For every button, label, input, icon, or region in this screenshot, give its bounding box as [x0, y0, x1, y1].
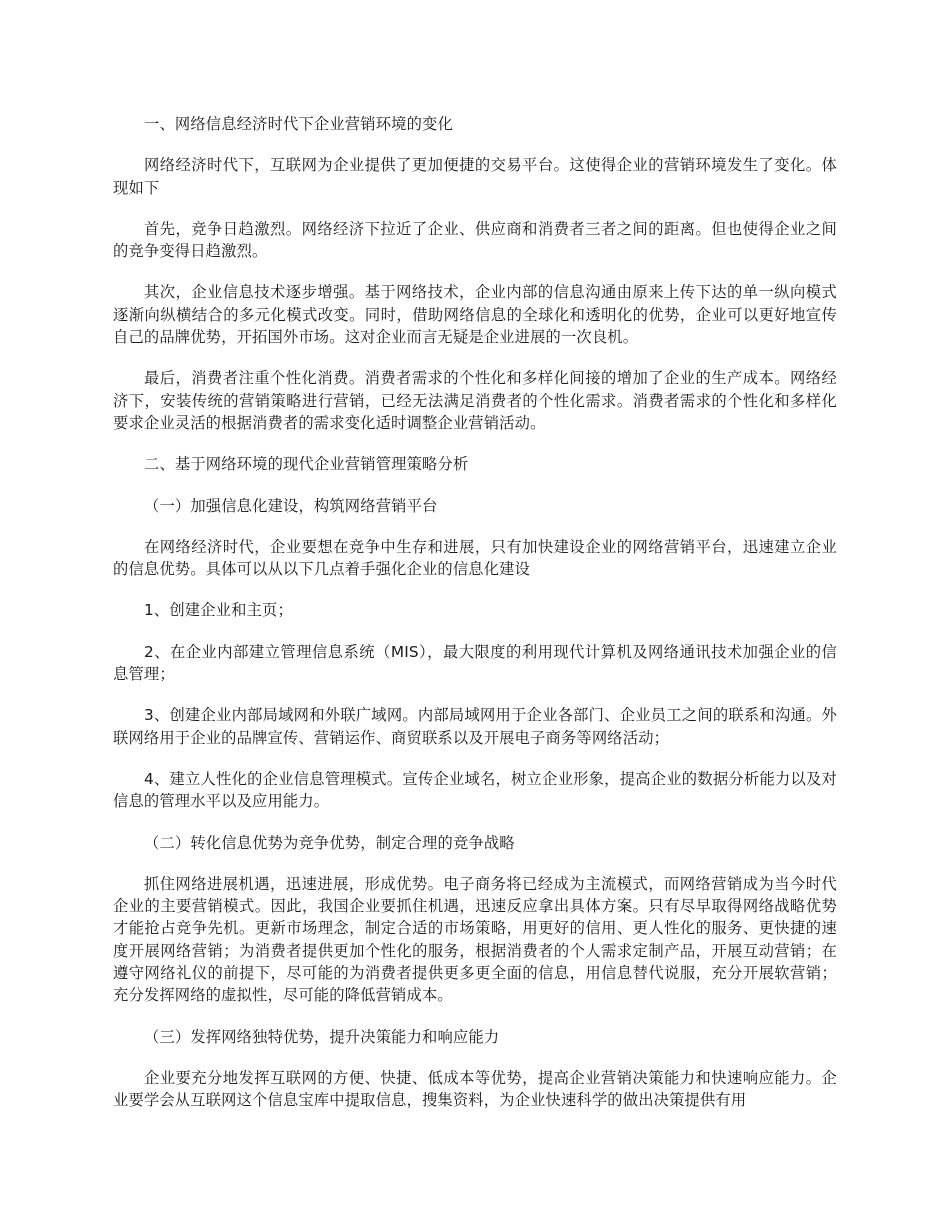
paragraph: 首先，竞争日趋激烈。网络经济下拉近了企业、供应商和消费者三者之间的距离。但也使得企业之间的竞争变得日趋激烈。: [113, 219, 837, 261]
paragraph: 最后，消费者注重个性化消费。消费者需求的个性化和多样化间接的增加了企业的生产成本。网络经济下，安装传统的营销策略进行营销，已经无法满足消费者的个性化需求。消费者需求的个性化和多样化要求企业灵活的根据消费者的需求变化适时调整企业营销活动。: [113, 369, 837, 432]
list-item: 4、建立人性化的企业信息管理模式。宣传企业域名，树立企业形象，提高企业的数据分析能力以及对信息的管理水平以及应用能力。: [113, 769, 837, 811]
paragraph: 企业要充分地发挥互联网的方便、快捷、低成本等优势，提高企业营销决策能力和快速响应能力。企业要学会从互联网这个信息宝库中提取信息，搜集资料，为企业快速科学的做出决策提供有用: [113, 1068, 837, 1110]
paragraph: 在网络经济时代，企业要想在竞争中生存和进展，只有加快建设企业的网络营销平台，迅速建立企业的信息优势。具体可以从以下几点着手强化企业的信息化建设: [113, 537, 837, 579]
document-body: [113, 113, 837, 1131]
paragraph: 抓住网络进展机遇，迅速进展，形成优势。电子商务将已经成为主流模式，而网络营销成为当今时代企业的主要营销模式。因此，我国企业要抓住机遇，迅速反应拿出具体方案。只有尽早取得网络战略优势才能抢占竞争先机。更新市场理念，制定合适的市场策略，用更好的信用、更人性化的服务、更快捷的速度开展网络营销；为消费者提供更加个性化的服务，根据消费者的个人需求定制产品，开展互动营销；在遵守网络礼仪的前提下，尽可能的为消费者提供更多更全面的信息，用信息替代说服，充分开展软营销；充分发挥网络的虚拟性，尽可能的降低营销成本。: [113, 874, 837, 1005]
subsection-heading-3: （三）发挥网络独特优势，提升决策能力和响应能力: [144, 1027, 500, 1046]
list-item: 3、创建企业内部局域网和外联广域网。内部局域网用于企业各部门、企业员工之间的联系和沟通。外联网络用于企业的品牌宣传、营销运作、商贸联系以及开展电子商务等网络活动；: [113, 706, 837, 747]
paragraph: 网络经济时代下，互联网为企业提供了更加便捷的交易平台。这使得企业的营销环境发生了变化。体现如下: [113, 156, 837, 197]
subsection-heading-2: （二）转化信息优势为竞争优势，制定合理的竞争战略: [144, 833, 515, 852]
list-item: 2、在企业内部建立管理信息系统（MIS），最大限度的利用现代计算机及网络通讯技术加强企业的信息管理；: [113, 642, 837, 684]
subsection-heading-1: （一）加强信息化建设，构筑网络营销平台: [144, 496, 438, 515]
section-heading-2: 二、基于网络环境的现代企业营销管理策略分析: [144, 455, 469, 474]
paragraph: 其次，企业信息技术逐步增强。基于网络技术，企业内部的信息沟通由原来上传下达的单一纵向模式逐渐向纵横结合的多元化模式改变。同时，借助网络信息的全球化和透明化的优势，企业可以更好地宣传自己的品牌优势，开拓国外市场。这对企业而言无疑是企业进展的一次良机。: [113, 283, 837, 347]
section-heading-1: 一、网络信息经济时代下企业营销环境的变化: [144, 115, 453, 133]
list-item: 1、创建企业和主页；: [144, 601, 293, 620]
